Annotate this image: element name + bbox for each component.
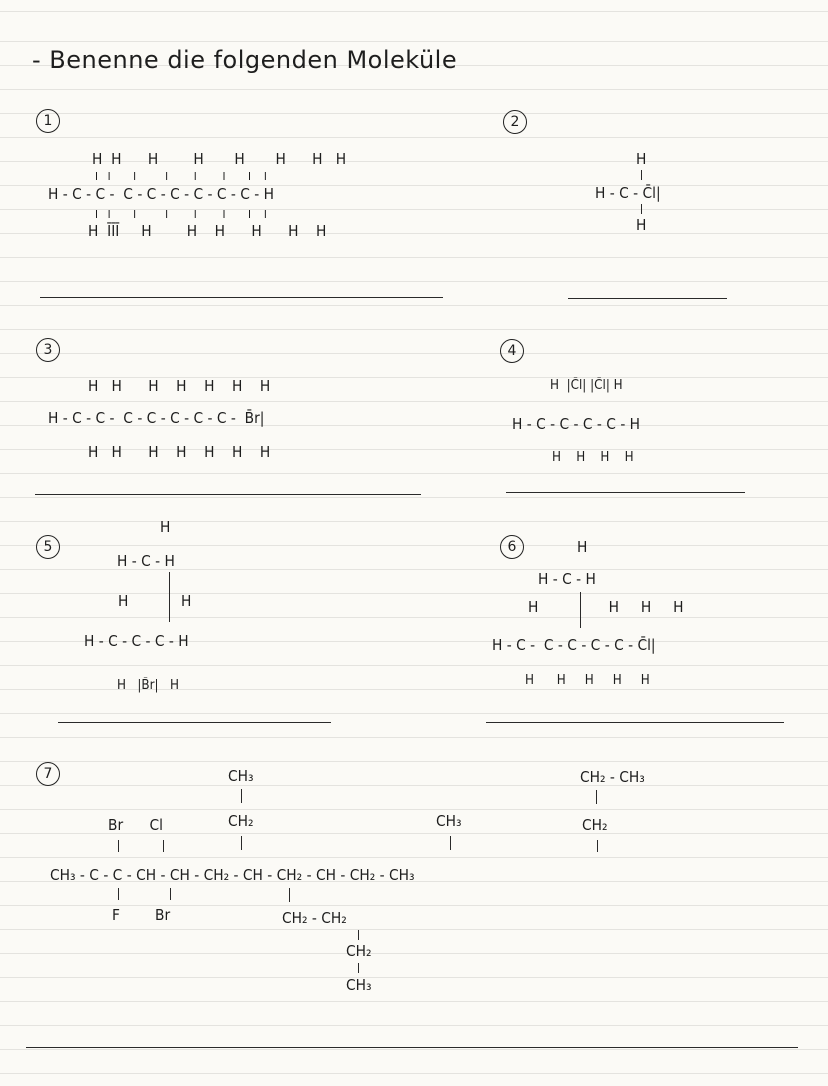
page-title: - Benenne die folgenden Moleküle [32,46,458,74]
molecule-1-bottom-bonds: I I I I I I I I [95,208,267,221]
molecule-7-bond-j [289,888,290,902]
molecule-7-ch2-top: CH₂ [228,812,254,830]
number-7: 7 [36,762,60,786]
molecule-7-bond-h [118,888,119,900]
answer-line-5[interactable] [58,722,331,723]
molecule-6-main-chain: H - C - C - C - C - C - C̄l| [492,636,656,654]
molecule-6-upper: H H H H [528,598,684,616]
molecule-5-main-chain: H - C - C - C - H [84,632,189,650]
molecule-2-top: H [636,150,647,168]
molecule-1-top-hydrogens: H H H H H H H H [92,150,347,168]
molecule-3-top-hydrogens: H H H H H H H [88,377,271,395]
number-1: 1 [36,109,60,133]
molecule-1-bottom-atoms: H ĪĪĪ H H H H H H [88,222,327,240]
molecule-6-branch: H - C - H [538,570,596,588]
molecule-7-bond-d [163,840,164,852]
molecule-2-bottom: H [636,216,647,234]
molecule-3-main-chain: H - C - C - C - C - C - C - C - B̄r| [48,409,265,427]
number-6: 6 [500,535,524,559]
number-4: 4 [500,339,524,363]
molecule-7-main-chain: CH₃ - C - C - CH - CH - CH₂ - CH - CH₂ - CH - CH₂ - CH₃ [50,866,415,884]
answer-line-7[interactable] [26,1047,798,1048]
molecule-4-main-chain: H - C - C - C - C - H [512,415,641,433]
molecule-1-top-bonds: I I I I I I I I [95,170,267,183]
molecule-7-propyl-3: CH₃ [346,976,372,994]
molecule-6-bottom: H H H H H [525,673,650,688]
molecule-7-left-bottom-substituents: F Br [112,906,171,924]
molecule-7-bond-b [596,790,597,804]
molecule-4-bottom: H H H H [552,450,634,465]
molecule-5-bottom: H |B̄r| H [117,678,179,693]
number-5: 5 [36,535,60,559]
molecule-7-bond-e [241,836,242,850]
molecule-5-top: H [160,518,171,536]
molecule-7-bond-a [241,789,242,803]
molecule-1-main-chain: H - C - C - C - C - C - C - C - C - H [48,185,275,203]
molecule-7-bond-c [118,840,119,852]
molecule-7-bond-k [358,930,359,940]
molecule-5-branch: H - C - H [117,552,175,570]
molecule-7-propyl-1: CH₂ - CH₂ [282,909,347,927]
molecule-7-bond-l [358,963,359,973]
molecule-7-bond-f [450,836,451,850]
molecule-5-upper: H H [118,592,192,610]
answer-line-2[interactable] [568,298,727,299]
molecule-7-propyl-2: CH₂ [346,942,372,960]
molecule-2-main: H - C - C̄l| [595,184,661,202]
answer-line-4[interactable] [506,492,745,493]
number-3: 3 [36,338,60,362]
answer-line-6[interactable] [486,722,784,723]
molecule-7-bond-i [170,888,171,900]
molecule-2-bond-up [641,170,642,180]
molecule-7-ch3-mid: CH₃ [436,812,462,830]
answer-line-1[interactable] [40,297,443,298]
molecule-2-bond-down [641,204,642,214]
molecule-7-bond-g [597,840,598,852]
molecule-7-left-top-substituents: Br Cl [108,816,163,834]
molecule-7-ch3-top: CH₃ [228,767,254,785]
number-2: 2 [503,110,527,134]
answer-line-3[interactable] [35,494,421,495]
molecule-3-bottom-hydrogens: H H H H H H H [88,443,271,461]
molecule-7-ethyl-top: CH₂ - CH₃ [580,768,645,786]
molecule-4-top: H |C̄l| |C̄l| H [550,378,623,393]
molecule-7-ch2-right: CH₂ [582,816,608,834]
molecule-6-top: H [577,538,588,556]
